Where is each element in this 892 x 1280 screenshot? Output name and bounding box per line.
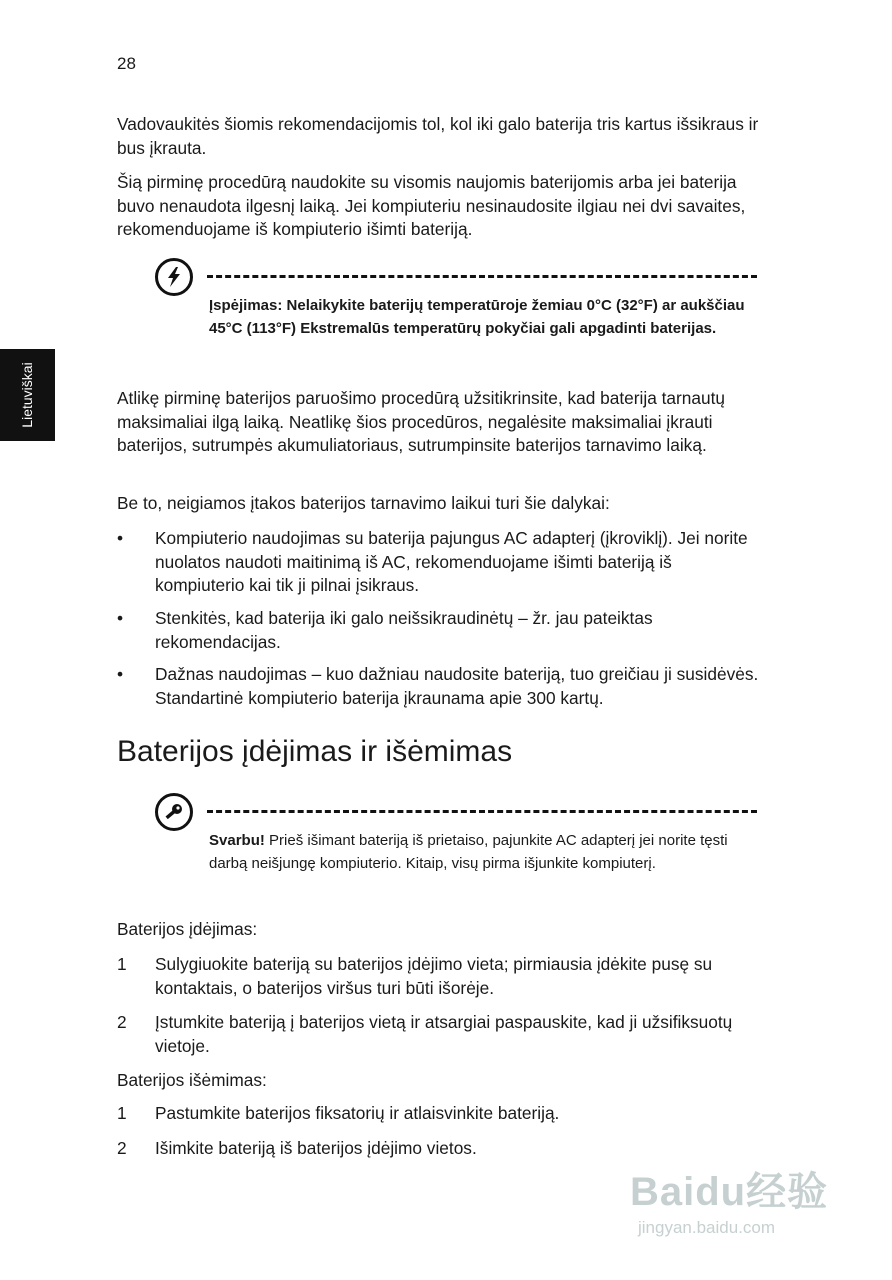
key-icon — [155, 793, 193, 831]
step-number: 2 — [117, 1138, 127, 1158]
watermark-brand: Baidu经验 — [630, 1170, 829, 1214]
paragraph-3: Atlikę pirminę baterijos paruošimo procedūrą užsitikrinsite, kad baterija tarnautų maksimaliai ilgą laiką. Neatlikę šios procedūros, negalėsite maksimaliai įkrauti baterijos, sutrumpės akumuliatoriaus, sutrumpinsite baterijos tarnavimo laiką. — [117, 388, 726, 455]
bullet-text: Stenkitės, kad baterija iki galo neišsikraudinėtų – žr. jau pateiktas rekomendacijas. — [155, 608, 653, 652]
watermark-url: jingyan.baidu.com — [638, 1218, 776, 1237]
section-heading: Baterijos įdėjimas ir išėmimas — [117, 735, 513, 768]
important-body: Prieš išimant bateriją iš prietaiso, pajunkite AC adapterį jei norite tęsti darbą neišjungę kompiuterio. Kitaip, visų pirma išjunkite kompiuterį. — [209, 832, 728, 872]
important-text — [209, 830, 749, 875]
warning-text: Įspėjimas: Nelaikykite baterijų temperatūroje žemiau 0°C (32°F) ar aukščiau 45°C (113°F) Ekstremalūs temperatūrų pokyčiai gali apgadinti baterijas. — [209, 297, 745, 337]
note-dashed-rule — [207, 810, 757, 813]
bullet-text: Kompiuterio naudojimas su baterija pajungus AC adapterį (įkroviklį). Jei norite nuolatos naudoti maitinimą iš AC, rekomenduojame išimti bateriją iš kompiuterio kai tik ji pilnai įsikraus. — [155, 528, 748, 595]
step-number: 1 — [117, 954, 127, 974]
insert-label: Baterijos įdėjimas: — [117, 919, 258, 939]
warning-lightning-icon — [155, 258, 193, 296]
paragraph-4: Be to, neigiamos įtakos baterijos tarnavimo laikui turi šie dalykai: — [117, 493, 610, 513]
step-text: Pastumkite baterijos fiksatorių ir atlaisvinkite bateriją. — [155, 1103, 560, 1123]
bullet-marker: • — [117, 528, 124, 548]
step-text: Įstumkite bateriją į baterijos vietą ir atsargiai paspauskite, kad ji užsifiksuotų vietoje. — [155, 1012, 733, 1056]
page-number: 28 — [117, 54, 136, 73]
step-number: 2 — [117, 1012, 127, 1032]
paragraph-2: Šią pirminę procedūrą naudokite su visomis naujomis baterijomis arba jei baterija buvo nenaudota ilgesnį laiką. Jei kompiuteriu nesinaudosite ilgiau nei dvi savaites, rekomenduojame iš kompiuterio išimti bateriją. — [117, 172, 746, 239]
remove-label: Baterijos išėmimas: — [117, 1070, 267, 1090]
watermark — [630, 1140, 850, 1250]
step-text: Sulygiuokite bateriją su baterijos įdėjimo vieta; pirmiausia įdėkite pusę su kontaktais, o baterijos viršus turi būti išorėje. — [155, 954, 713, 998]
side-tab-label: Lietuviškai — [19, 362, 35, 428]
language-side-tab — [0, 349, 55, 441]
paragraph-1: Vadovaukitės šiomis rekomendacijomis tol, kol iki galo baterija tris kartus išsikraus ir bus įkrauta. — [117, 114, 759, 158]
bullet-marker: • — [117, 608, 124, 628]
note-dashed-rule — [207, 275, 757, 278]
bullet-text: Dažnas naudojimas – kuo dažniau naudosite bateriją, tuo greičiau ji susidėvės. Standartinė kompiuterio baterija įkraunama apie 300 kartų. — [155, 664, 759, 708]
bullet-marker: • — [117, 664, 124, 684]
important-lead: Svarbu! — [209, 832, 265, 849]
step-number: 1 — [117, 1103, 127, 1123]
step-text: Išimkite bateriją iš baterijos įdėjimo vietos. — [155, 1138, 477, 1158]
